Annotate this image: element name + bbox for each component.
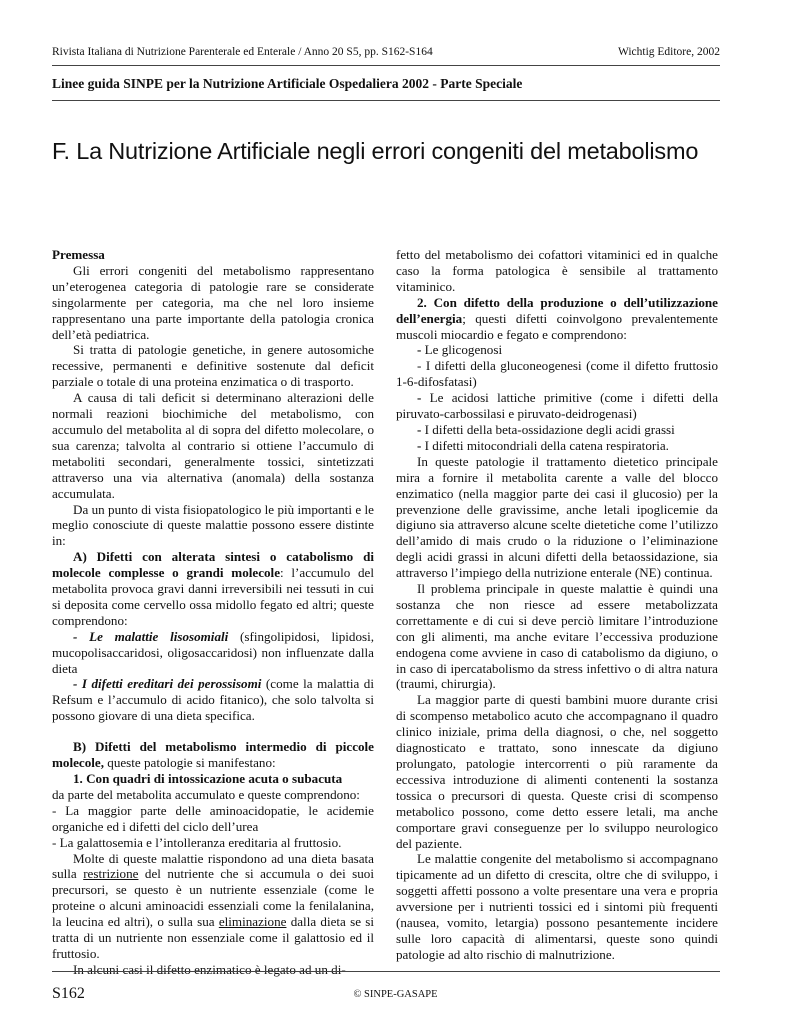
list-item — [52, 629, 374, 677]
underlined-term: eliminazione — [218, 914, 287, 930]
subsection-b — [52, 739, 374, 771]
paragraph: In queste patologie il trattamento dietetico principale mira a fornire il metabolita carente a valle del blocco enzimatico (nella maggior parte dei casi il glucosio) per la prevenzione delle gravissime, anche letali ipoglicemie da digiuno sia attraverso alcune scelte dietetiche come l’utilizzo dell’amido di mais crudo o la riduzione o l’eliminazione degli acidi grassi in alcuni difetti della betaossidazione, sia attraverso l’impiego della nutrizione enterale (NE) continua. — [396, 453, 718, 581]
paragraph: Il problema principale in queste malattie è quindi una sostanza che non riesce ad essere metabolizzata correttamente e di cui si deve perciò limitare l’introduzione con gli alimenti, ma anche evitare l’eccessiva produzione endogena come avviene in caso di catabolismo da digiuno, o in caso di ipercatabolismo da stress infettivo o di altra natura (traumi, chirurgia). — [396, 581, 718, 692]
paragraph: In alcuni casi il difetto enzimatico è legato ad un di- — [73, 961, 346, 977]
article-title: F. La Nutrizione Artificiale negli errori congeniti del metabolismo — [52, 138, 699, 164]
section-heading: Premessa — [52, 247, 105, 262]
left-column — [52, 247, 374, 978]
page-number: S162 — [52, 985, 85, 1002]
paragraph: Da un punto di vista fisiopatologico le più importanti e le meglio conosciute di queste malattie possono essere distinte in: — [52, 501, 374, 549]
paragraph: La maggior parte di questi bambini muore durante crisi di scompenso metabolico acuto che accompagnano il quadro clinico iniziale, prima della diagnosi, o che, nel soggetto diagnosticato e trattato, sono innescate da digiuno prolungato, patologie intercorrenti o più raramente da eccessiva introduzione di alimenti contenenti la sostanza tossica o precursori di questa. Queste crisi di scompenso metabolico possono, come detto essere letali, ma anche comportare gravi conseguenze per lo sviluppo neurologico del paziente. — [396, 692, 718, 851]
list-item-heading: - Le malattie lisosomiali — [73, 628, 229, 644]
underlined-term: restrizione — [83, 866, 139, 882]
subsection-b1-heading: 1. Con quadri di intossicazione acuta o subacuta — [73, 771, 343, 786]
subsection-b-text: queste patologie si manifestano: — [104, 755, 276, 771]
list-item-heading: - I difetti ereditari dei perossisomi — [73, 676, 262, 692]
header-rule-bottom — [52, 100, 720, 101]
list-item: - I difetti mitocondriali della catena respiratoria. — [417, 437, 669, 453]
paragraph: A causa di tali deficit si determinano alterazioni delle normali reazioni biochimiche del metabolismo, con accumulo del metabolita al di sopra del difetto molecolare, o sua carenza; talvolta al contrario si ottiene l’accumulo di metaboliti secondari, generalmente tossici, sintetizzati attraverso una via alternativa (anomala) della sostanza accumulata. — [52, 390, 374, 501]
subsection-a-text: : l’accumulo del metabolita provoca gravi danni irreversibili nei tessuti in cui si deposita come cervello ossa midollo fegato ed altri; queste comprendono: — [52, 565, 375, 628]
list-item-text: (come la malattia di Refsum e l’accumulo di acido fitanico), che solo talvolta si possono giovare di una dieta specifica. — [52, 676, 374, 724]
right-column — [396, 247, 718, 963]
list-item: - I difetti della gluconeogenesi (come il difetto fruttosio 1-6-difosfatasi) — [396, 358, 718, 390]
subsection-a — [52, 549, 374, 629]
subsection-b2-text: ; questi difetti coinvolgono prevalentemente muscoli miocardio e fegato e comprendono: — [396, 310, 718, 342]
footer-rule — [52, 971, 720, 972]
list-item: - La maggior parte delle aminoacidopatie, le acidemie organiche ed i difetti del ciclo dell’urea — [52, 802, 374, 834]
series-title: Linee guida SINPE per la Nutrizione Artificiale Ospedaliera 2002 - Parte Speciale — [52, 76, 523, 91]
subsection-b2-heading: 2. Con difetto della produzione o dell’utilizzazione dell’energia — [396, 294, 718, 326]
subsection-b-heading: B) Difetti del metabolismo intermedio di piccole molecole, — [52, 739, 374, 771]
list-item: - I difetti della beta-ossidazione degli acidi grassi — [417, 421, 675, 437]
paragraph: da parte del metabolita accumulato e queste comprendono: — [52, 786, 360, 802]
paragraph: Gli errori congeniti del metabolismo rappresentano un’eterogenea categoria di patologie rare se considerate singolarmente per categoria, ma che nel loro insieme rappresentano una parte importante della patologia cronica dell’età pediatrica. — [52, 262, 374, 342]
header-rule-top — [52, 65, 720, 66]
paragraph: Le malattie congenite del metabolismo si accompagnano tipicamente ad un difetto di crescita, oltre che di sviluppo, i soggetti affetti possono a volte presentare una vera e propria avversione per i nutrienti tossici ed i sintomi più frequenti (nausea, vomito, letargia) possono pesantemente incidere sulle loro capacità di alimentarsi, queste sono quindi patologie ad alto rischio di malnutrizione. — [396, 851, 718, 962]
list-item: - Le glicogenosi — [417, 342, 503, 358]
paragraph: Si tratta di patologie genetiche, in genere autosomiche recessive, permanenti e definitive sostenute dal deficit parziale o totale di una proteina enzimatica o di trasporto. — [52, 342, 374, 390]
copyright: © SINPE-GASAPE — [353, 989, 438, 1000]
journal-citation: Rivista Italiana di Nutrizione Parenterale ed Enterale / Anno 20 S5, pp. S162-S164 — [52, 46, 433, 58]
subsection-a-heading: A) Difetti con alterata sintesi o catabolismo di molecole complesse o grandi molecole — [52, 549, 374, 581]
paragraph: Molte di queste malattie rispondono ad una dieta basata sulla restrizione del nutriente che si accumula o dei suoi precursori, se questo è un nutriente essenziale (come le proteine o alcuni aminoacidi essenziali come la fenilalanina, la leucina ed altri), o sulla sua eliminazione dalla dieta se si tratta di un nutriente non essenziale come il galattosio ed il fruttosio. — [52, 850, 374, 961]
paragraph: fetto del metabolismo dei cofattori vitaminici ed in qualche caso la forma patologica è sensibile al trattamento vitaminico. — [396, 247, 718, 294]
list-item: - La galattosemia e l’intolleranza ereditaria al fruttosio. — [52, 834, 342, 850]
list-item-text: (sfingolipidosi, lipidosi, mucopolisaccaridosi, oligosaccaridosi) non influenzate dalla dieta — [52, 628, 375, 676]
list-item: - Le acidosi lattiche primitive (come i difetti della piruvato-carbossilasi e piruvato-deidrogenasi) — [396, 390, 719, 422]
list-item — [52, 676, 374, 724]
subsection-b2 — [396, 295, 718, 343]
publisher-year: Wichtig Editore, 2002 — [617, 46, 720, 58]
